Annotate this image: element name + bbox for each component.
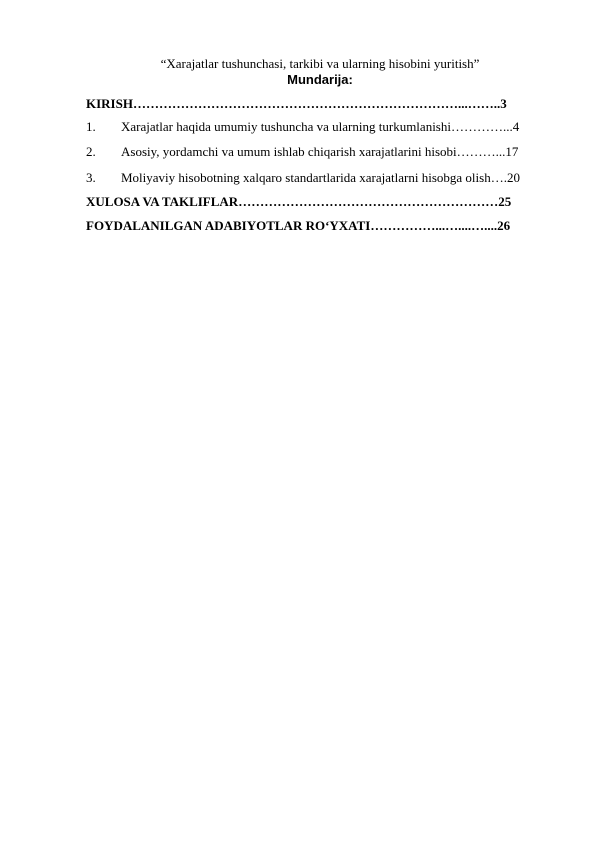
document-title: “Xarajatlar tushunchasi, tarkibi va ularning hisobini yuritish”: [160, 56, 480, 71]
toc-entry-page: 4: [512, 119, 520, 134]
toc-entry-number: 1.: [86, 119, 96, 134]
toc-entry-xulosa: [86, 194, 556, 210]
toc-entry-text: Asosiy, yordamchi va umum ishlab chiqarish xarajatlarini hisobi………...: [121, 144, 506, 159]
toc-entry-number: 2.: [86, 144, 96, 159]
toc-entry-2: [86, 144, 556, 160]
toc-entry-adabiyotlar: [86, 218, 556, 234]
toc-entry-text: Xarajatlar haqida umumiy tushuncha va ularning turkumlanishi…………...: [121, 119, 513, 134]
toc-entry-page: 3: [500, 96, 507, 111]
toc-entry-number: 3.: [86, 170, 96, 185]
toc-entry-text: Moliyaviy hisobotning xalqaro standartlarida xarajatlarni hisobga olish….: [121, 170, 507, 185]
toc-entry-page: 20: [506, 170, 520, 185]
toc-entry-3: [86, 170, 556, 186]
toc-entry-page: 25: [498, 194, 512, 209]
toc-entry-page: 26: [497, 218, 511, 233]
toc-entry-text: XULOSA VA TAKLIFLAR……………………………………………………: [86, 194, 499, 209]
toc-entry-page: 17: [505, 144, 519, 159]
toc-entry-1: [86, 119, 556, 135]
toc-entry-text: KIRISH…………………………………………………………………...……..: [86, 96, 501, 111]
toc-entry-text: FOYDALANILGAN ADABIYOTLAR RO‘YXATI……………...…....…....: [86, 218, 498, 233]
toc-heading: Mundarija:: [287, 72, 353, 87]
toc-entry-kirish: [86, 96, 556, 112]
